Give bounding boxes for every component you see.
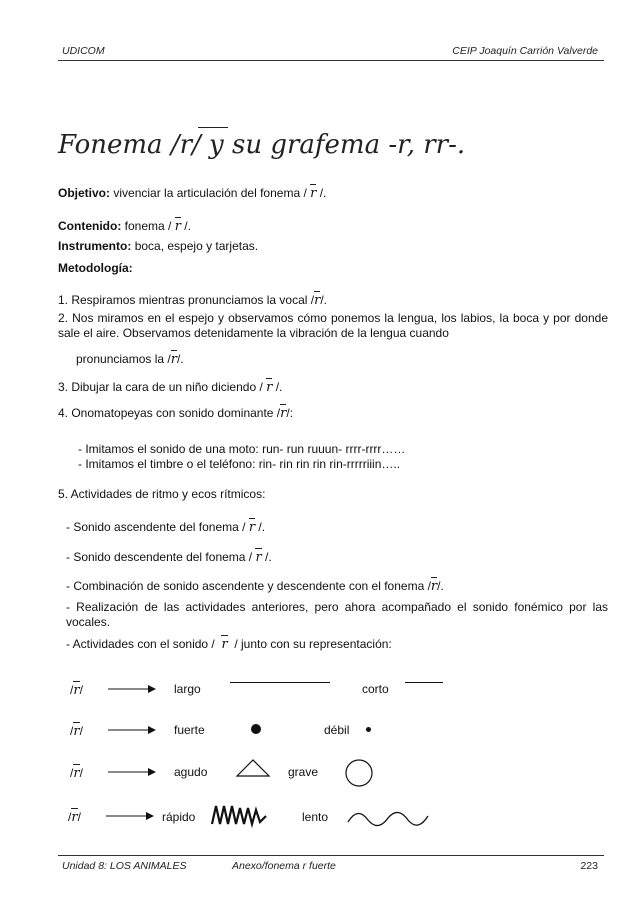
contenido-label: Contenido: xyxy=(58,219,122,233)
phoneme-symbol: /r/ xyxy=(68,810,81,825)
phoneme-glyph: r xyxy=(280,406,287,421)
header-right: CEIP Joaquín Carrión Valverde xyxy=(452,45,598,57)
phoneme-glyph: r xyxy=(221,637,228,652)
objetivo-line: Objetivo: vivenciar la articulación del fonema / r /. xyxy=(58,186,327,201)
pair-right-label: corto xyxy=(362,682,389,696)
arrow-right-icon xyxy=(108,683,158,695)
pair-left-label: fuerte xyxy=(174,723,205,737)
pair-left-label: largo xyxy=(174,682,201,696)
arrow-right-icon xyxy=(106,810,156,822)
objetivo-label: Objetivo: xyxy=(58,186,111,200)
phoneme-glyph: r xyxy=(314,293,321,308)
arrow-right-icon xyxy=(108,766,158,778)
page-number: 223 xyxy=(580,860,598,872)
sub-item: - Imitamos el sonido de una moto: run- run ruuun- rrrr-rrrr…… xyxy=(78,442,406,456)
arrow-right-icon xyxy=(108,724,158,736)
header-rule xyxy=(58,60,604,61)
metodologia-label: Metodología: xyxy=(58,261,133,275)
phoneme-glyph: r xyxy=(170,352,177,367)
instrumento-text: boca, espejo y tarjetas. xyxy=(134,239,259,253)
phoneme-glyph: r xyxy=(174,219,181,234)
footer-rule xyxy=(58,855,604,856)
header-left: UDICOM xyxy=(62,45,105,57)
list-item: 5. Actividades de ritmo y ecos rítmicos: xyxy=(58,487,266,501)
contenido-line: Contenido: fonema / r /. xyxy=(58,219,191,234)
pair-left-label: rápido xyxy=(162,810,196,824)
pair-left-label: agudo xyxy=(174,765,208,779)
activity-item: - Actividades con el sonido / r / junto con su representación: xyxy=(66,637,392,652)
objetivo-text: vivenciar la articulación del fonema / xyxy=(113,186,307,200)
footer-left: Unidad 8: LOS ANIMALES xyxy=(62,860,187,872)
phoneme-symbol: /r/ xyxy=(70,766,83,781)
list-item: 4. Onomatopeyas con sonido dominante /r/: xyxy=(58,406,294,421)
small-dot-icon xyxy=(366,727,371,732)
phoneme-symbol: /r/ xyxy=(70,724,83,739)
activity-item: - Combinación de sonido ascendente y descendente con el fonema /r/. xyxy=(66,579,444,594)
activity-item: - Sonido ascendente del fonema / r /. xyxy=(66,520,266,535)
phoneme-symbol: /r/ xyxy=(70,683,83,698)
slow-wave-icon xyxy=(346,806,430,828)
list-item-continuation: pronunciamos la /r/. xyxy=(76,352,184,367)
big-dot-icon xyxy=(251,724,261,734)
circle-icon xyxy=(344,758,374,788)
pair-right-label: lento xyxy=(302,810,329,824)
pair-right-label: grave xyxy=(288,765,319,779)
triangle-icon xyxy=(235,758,271,778)
phoneme-glyph: r xyxy=(248,520,256,535)
instrumento-label: Instrumento: xyxy=(58,239,132,253)
list-item: 3. Dibujar la cara de un niño diciendo / r /. xyxy=(58,380,283,395)
phoneme-glyph: r xyxy=(255,550,262,565)
footer-center: Anexo/fonema r fuerte xyxy=(232,860,336,872)
phoneme-glyph: r xyxy=(73,766,80,781)
phoneme-glyph: r xyxy=(71,810,78,825)
page-title: Fonema /r/ y su grafema -r, rr-. xyxy=(58,130,466,160)
phoneme-glyph: r xyxy=(73,683,80,698)
phoneme-glyph: r xyxy=(430,579,438,594)
phoneme-glyph: r xyxy=(310,186,317,201)
list-item: 2. Nos miramos en el espejo y observamos cómo ponemos la lengua, los labios, la boca y por donde sale el aire. Observamos detenidamente la vibración de la lengua cuando xyxy=(58,311,608,340)
title-overline xyxy=(198,127,228,128)
activity-item: - Realización de las actividades anteriores, pero ahora acompañado el sonido fonémico por las vocales. xyxy=(66,600,608,629)
instrumento-line xyxy=(58,239,258,254)
list-item: 1. Respiramos mientras pronunciamos la vocal /r/. xyxy=(58,293,327,308)
long-line-icon xyxy=(230,682,330,683)
pair-right-label: débil xyxy=(324,723,350,737)
phoneme-glyph: r xyxy=(266,380,273,395)
sub-item: - Imitamos el timbre o el teléfono: rin- rin rin rin rin-rrrrriiin….. xyxy=(78,457,401,471)
short-line-icon xyxy=(405,682,443,683)
fast-wave-icon xyxy=(210,802,268,828)
activity-item: - Sonido descendente del fonema / r /. xyxy=(66,550,272,565)
contenido-text: fonema / xyxy=(124,219,172,233)
phoneme-glyph: r xyxy=(73,724,80,739)
